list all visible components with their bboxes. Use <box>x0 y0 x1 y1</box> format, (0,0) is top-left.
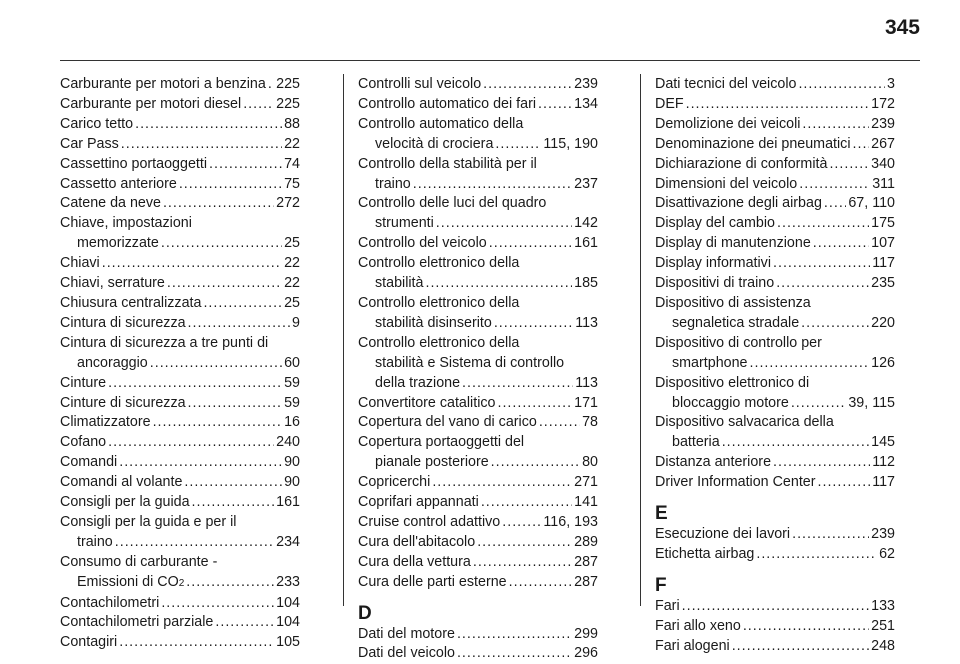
index-entry[interactable] <box>655 294 895 334</box>
index-entry-page[interactable]: 22 <box>284 275 300 292</box>
leader-dots <box>798 75 885 95</box>
index-entry-term: Chiavi, serrature <box>60 275 165 292</box>
index-entry-page[interactable]: 104 <box>276 594 300 611</box>
index-entry-page[interactable]: 39, 115 <box>848 394 895 411</box>
index-entry[interactable] <box>655 473 895 493</box>
index-entry-term: DEF <box>655 95 684 112</box>
index-entry[interactable] <box>60 194 300 214</box>
index-entry-term: strumenti <box>375 215 434 232</box>
index-entry-page[interactable]: 185 <box>574 275 598 292</box>
index-entry-page[interactable]: 62 <box>879 545 895 562</box>
index-entry-term: Dispositivi di traino <box>655 275 775 292</box>
index-column-3 <box>655 75 895 657</box>
index-entry[interactable] <box>655 617 895 637</box>
index-entry-term: memorizzate <box>77 235 159 252</box>
index-entry-term: Controllo automatico della <box>358 115 524 132</box>
index-entry-term: Consumo di carburante - <box>60 553 218 570</box>
index-entry-subscript: 2 <box>178 577 185 589</box>
index-entry[interactable] <box>358 334 598 394</box>
leader-dots <box>818 473 871 493</box>
index-entry-page[interactable]: 234 <box>276 533 300 550</box>
index-entry[interactable] <box>60 413 300 433</box>
leader-dots <box>853 135 870 155</box>
leader-dots <box>477 533 572 553</box>
leader-dots <box>115 533 274 553</box>
index-entry-page[interactable]: 287 <box>574 573 598 590</box>
leader-dots <box>491 453 580 473</box>
index-entry[interactable] <box>60 453 300 473</box>
index-entry-term: Fari <box>655 597 680 614</box>
leader-dots <box>824 194 846 214</box>
index-entry-term: Cinture di sicurezza <box>60 394 186 411</box>
leader-dots <box>413 175 572 195</box>
leader-dots <box>184 473 282 493</box>
index-entry-term: Controllo delle luci del quadro <box>358 195 547 212</box>
index-entry-term: Cintura di sicurezza <box>60 314 186 331</box>
leader-dots <box>192 493 275 513</box>
index-entry-page[interactable]: 107 <box>871 235 895 252</box>
index-entry-page[interactable]: 251 <box>871 617 895 634</box>
leader-dots <box>495 135 541 155</box>
index-entry-page[interactable]: 78 <box>582 414 598 431</box>
index-entry-page[interactable]: 239 <box>871 115 895 132</box>
index-entry-term: Denominazione dei pneumatici <box>655 135 851 152</box>
leader-dots <box>686 95 870 115</box>
index-entry-page[interactable]: 22 <box>284 135 300 152</box>
index-entry[interactable] <box>358 294 598 334</box>
index-entry-page[interactable]: 25 <box>284 235 300 252</box>
index-entry-page[interactable]: 9 <box>292 314 300 331</box>
index-entry-term: Copertura del vano di carico <box>358 414 537 431</box>
section-letter: E <box>655 503 668 525</box>
index-entry-page[interactable]: 117 <box>872 474 895 491</box>
index-entry[interactable] <box>655 525 895 545</box>
index-entry-page[interactable]: 104 <box>276 614 300 631</box>
index-entry[interactable] <box>655 413 895 453</box>
leader-dots <box>801 314 869 334</box>
index-entry[interactable] <box>655 274 895 294</box>
index-entry-term: Cura dell'abitacolo <box>358 533 476 550</box>
index-entry-page[interactable]: 267 <box>871 135 895 152</box>
index-entry-page[interactable]: 287 <box>574 553 598 570</box>
index-entry-term: Chiave, impostazioni <box>60 215 192 232</box>
index-entry-page[interactable]: 90 <box>284 474 300 491</box>
index-entry-term: traino <box>77 533 113 550</box>
leader-dots <box>776 274 869 294</box>
leader-dots <box>813 234 869 254</box>
index-entry-term: batteria <box>672 434 720 451</box>
index-entry-page[interactable]: 90 <box>284 454 300 471</box>
index-entry-term: Comandi al volante <box>60 474 183 491</box>
index-entry-page[interactable]: 145 <box>871 434 895 451</box>
index-entry-term: traino <box>375 175 411 192</box>
index-entry-term: Etichetta airbag <box>655 545 755 562</box>
index-entry[interactable] <box>655 194 895 214</box>
index-entry-page[interactable]: 75 <box>284 175 300 192</box>
leader-dots <box>497 394 572 414</box>
index-entry-page[interactable]: 126 <box>871 354 895 371</box>
index-entry-page[interactable]: 16 <box>284 414 300 431</box>
index-entry-term: Carico tetto <box>60 115 134 132</box>
leader-dots <box>186 573 274 593</box>
leader-dots <box>150 354 282 374</box>
index-entry-term: velocità di crociera <box>375 135 494 152</box>
leader-dots <box>743 617 869 637</box>
leader-dots <box>732 637 869 657</box>
leader-dots <box>494 314 573 334</box>
leader-dots <box>777 214 869 234</box>
index-entry[interactable] <box>358 115 598 155</box>
index-entry-term: Consigli per la guida <box>60 494 190 511</box>
leader-dots <box>756 545 877 565</box>
index-entry[interactable] <box>358 394 598 414</box>
leader-dots <box>792 525 869 545</box>
index-entry[interactable] <box>60 394 300 414</box>
leader-dots <box>161 234 282 254</box>
index-entry-term: Copricerchi <box>358 474 431 491</box>
leader-dots <box>473 553 572 573</box>
index-entry-page[interactable]: 175 <box>871 215 895 232</box>
leader-dots <box>436 214 572 234</box>
index-entry-term: Convertitore catalitico <box>358 394 496 411</box>
leader-dots <box>722 433 869 453</box>
index-entry-term: Cofano <box>60 434 107 451</box>
leader-dots <box>682 597 870 617</box>
index-entry[interactable] <box>655 453 895 473</box>
index-entry[interactable] <box>60 75 300 95</box>
index-entry-term: Consigli per la guida e per il <box>60 513 237 530</box>
index-entry[interactable] <box>358 234 598 254</box>
index-entry[interactable] <box>358 513 598 533</box>
leader-dots <box>432 473 572 493</box>
leader-dots <box>773 453 870 473</box>
index-entry[interactable] <box>60 274 300 294</box>
leader-dots <box>829 155 869 175</box>
index-entry-term: Chiusura centralizzata <box>60 294 202 311</box>
leader-dots <box>773 254 870 274</box>
index-entry-term: Contachilometri <box>60 594 160 611</box>
leader-dots <box>483 75 572 95</box>
index-entry[interactable] <box>358 493 598 513</box>
index-entry-term: Climatizzatore <box>60 414 151 431</box>
leader-dots <box>509 573 573 593</box>
index-entry-term: Dichiarazione di conformità <box>655 155 828 172</box>
index-entry[interactable] <box>60 314 300 334</box>
index-entry-page[interactable]: 116, 193 <box>543 513 598 530</box>
index-entry-term: Dati tecnici del veicolo <box>655 76 797 92</box>
index-entry[interactable] <box>655 254 895 274</box>
index-entry-page[interactable]: 289 <box>574 533 598 550</box>
index-entry[interactable] <box>358 194 598 234</box>
index-entry-term: bloccaggio motore <box>672 394 789 411</box>
index-entry-page[interactable]: 235 <box>871 275 895 292</box>
index-entry-page[interactable]: 133 <box>871 597 895 614</box>
index-entry-term: Contachilometri parziale <box>60 614 214 631</box>
index-entry[interactable] <box>60 613 300 633</box>
index-entry-term: Dimensioni del veicolo <box>655 175 798 192</box>
index-entry-term: stabilità <box>375 275 424 292</box>
index-entry-page[interactable]: 80 <box>582 454 598 471</box>
index-entry-term: Display del cambio <box>655 215 775 232</box>
index-entry-page[interactable]: 225 <box>276 95 300 112</box>
index-entry-term: Fari allo xeno <box>655 617 741 634</box>
index-entry[interactable] <box>655 637 895 657</box>
index-entry-page[interactable]: 220 <box>871 314 895 331</box>
leader-dots <box>119 633 274 653</box>
index-column-1 <box>60 75 300 653</box>
index-entry-page[interactable]: 113 <box>575 314 598 331</box>
index-entry-term: Dispositivo elettronico di <box>655 374 810 391</box>
index-entry-page[interactable]: 240 <box>276 434 300 451</box>
index-entry-term: Controlli sul veicolo <box>358 76 482 92</box>
leader-dots <box>799 175 870 195</box>
index-entry-term: Distanza anteriore <box>655 454 772 471</box>
index-entry-term: Dispositivo di assistenza <box>655 294 811 311</box>
leader-dots <box>425 274 572 294</box>
index-entry-page[interactable]: 22 <box>284 255 300 272</box>
leader-dots <box>188 394 283 414</box>
index-entry-term: Controllo elettronico della <box>358 334 520 351</box>
index-entry[interactable] <box>655 95 895 115</box>
index-entry-term: Copertura portaoggetti del <box>358 434 525 451</box>
index-entry[interactable] <box>358 644 598 664</box>
leader-dots <box>153 413 283 433</box>
index-entry-page[interactable]: 172 <box>871 95 895 112</box>
index-entry-term: Dispositivo salvacarica della <box>655 414 834 431</box>
index-entry-term: Cura delle parti esterne <box>358 573 507 590</box>
index-entry-term: Chiavi <box>60 255 100 272</box>
index-entry[interactable] <box>60 594 300 614</box>
index-entry-page[interactable]: 299 <box>574 625 598 642</box>
index-entry[interactable] <box>60 254 300 274</box>
index-entry-page[interactable]: 115, 190 <box>543 135 598 152</box>
leader-dots <box>457 644 572 664</box>
index-entry-term: Emissioni di CO <box>77 573 179 590</box>
index-entry-page[interactable]: 340 <box>871 155 895 172</box>
index-entry-term: Cassetto anteriore <box>60 175 177 192</box>
index-entry-page[interactable]: 113 <box>575 374 598 391</box>
index-entry[interactable] <box>60 473 300 493</box>
index-entry-term: Comandi <box>60 454 118 471</box>
index-entry-term: Display di manutenzione <box>655 235 811 252</box>
index-entry-term: della trazione <box>375 374 461 391</box>
index-entry[interactable] <box>358 533 598 553</box>
index-entry-page[interactable]: 60 <box>284 354 300 371</box>
index-entry[interactable] <box>60 513 300 553</box>
index-entry-term: Carburante per motori a benzina <box>60 76 266 92</box>
index-entry-page[interactable]: 225 <box>276 76 300 92</box>
index-entry-term: Cintura di sicurezza a tre punti di <box>60 334 269 351</box>
index-entry[interactable] <box>358 413 598 433</box>
index-entry-page[interactable]: 112 <box>872 454 895 471</box>
index-entry-page[interactable]: 74 <box>284 155 300 172</box>
index-entry-page[interactable]: 141 <box>574 494 598 511</box>
index-entry-term: Controllo del veicolo <box>358 235 487 252</box>
index-entry[interactable] <box>358 433 598 473</box>
index-entry-term: Carburante per motori diesel <box>60 95 242 112</box>
leader-dots <box>457 625 572 645</box>
index-entry-term: smartphone <box>672 354 748 371</box>
index-entry[interactable] <box>60 374 300 394</box>
page-number: 345 <box>884 16 920 39</box>
leader-dots <box>163 194 274 214</box>
leader-dots <box>243 95 274 115</box>
index-entry[interactable] <box>655 234 895 254</box>
index-entry-page[interactable]: 161 <box>574 235 598 252</box>
leader-dots <box>203 294 282 314</box>
index-entry[interactable] <box>655 374 895 414</box>
index-entry[interactable] <box>60 493 300 513</box>
index-entry[interactable] <box>655 545 895 565</box>
index-entry[interactable] <box>358 75 598 95</box>
leader-dots <box>489 234 572 254</box>
section-letter: F <box>655 574 667 596</box>
index-entry[interactable] <box>60 553 300 594</box>
leader-dots <box>268 75 274 95</box>
index-entry-page[interactable]: 239 <box>871 526 895 543</box>
leader-dots <box>215 613 274 633</box>
index-entry-term: Fari alogeni <box>655 637 730 654</box>
index-entry-term: Cinture <box>60 374 107 391</box>
index-entry[interactable] <box>358 553 598 573</box>
leader-dots <box>135 115 282 135</box>
index-entry-term: Driver Information Center <box>655 474 816 491</box>
index-entry-page[interactable]: 233 <box>276 573 300 590</box>
leader-dots <box>188 314 291 334</box>
index-entry[interactable] <box>60 155 300 175</box>
index-entry-term: Dati del veicolo <box>358 645 455 662</box>
index-entry-term: Display informativi <box>655 255 771 272</box>
index-entry[interactable] <box>60 633 300 653</box>
index-entry-page[interactable]: 311 <box>872 175 895 192</box>
index-entry-term: Cruise control adattivo <box>358 513 501 530</box>
index-entry[interactable] <box>655 597 895 617</box>
leader-dots <box>108 433 274 453</box>
leader-dots <box>539 413 580 433</box>
index-entry-page[interactable]: 237 <box>574 175 598 192</box>
leader-dots <box>209 155 282 175</box>
index-entry-term: ancoraggio <box>77 354 148 371</box>
index-entry[interactable] <box>358 254 598 294</box>
index-entry[interactable] <box>60 214 300 254</box>
index-entry[interactable] <box>655 214 895 234</box>
index-column-2 <box>358 75 598 664</box>
index-entry[interactable] <box>655 115 895 135</box>
index-entry-term: Cassettino portaoggetti <box>60 155 208 172</box>
index-entry-page[interactable]: 142 <box>574 215 598 232</box>
index-entry-term: Controllo elettronico della <box>358 294 520 311</box>
index-entry-term: segnaletica stradale <box>672 314 800 331</box>
index-entry[interactable] <box>60 433 300 453</box>
index-entry-page[interactable]: 59 <box>284 394 300 411</box>
section-letter: D <box>358 602 372 624</box>
index-entry-term: pianale posteriore <box>375 454 489 471</box>
index-entry[interactable] <box>358 625 598 645</box>
index-entry[interactable] <box>60 334 300 374</box>
leader-dots <box>167 274 282 294</box>
index-entry[interactable] <box>655 334 895 374</box>
index-entry-term: Catene da neve <box>60 195 161 212</box>
header-rule <box>60 60 920 61</box>
index-entry-term: Cura della vettura <box>358 553 471 570</box>
index-entry-page[interactable]: 88 <box>284 115 300 132</box>
index-entry[interactable] <box>655 75 895 95</box>
index-entry-term: Controllo automatico dei fari <box>358 95 537 112</box>
leader-dots <box>538 95 572 115</box>
index-entry-page[interactable]: 134 <box>574 95 598 112</box>
index-entry-page[interactable]: 171 <box>574 394 598 411</box>
leader-dots <box>102 254 282 274</box>
leader-dots <box>119 453 282 473</box>
index-entry-term: Car Pass <box>60 135 119 152</box>
leader-dots <box>179 175 282 195</box>
index-entry-term: Controllo elettronico della <box>358 255 520 272</box>
leader-dots <box>750 354 870 374</box>
index-entry-page[interactable]: 272 <box>276 195 300 212</box>
index-entry-page[interactable]: 161 <box>276 494 300 511</box>
index-entry[interactable] <box>60 175 300 195</box>
index-entry-term: Dispositivo di controllo per <box>655 334 822 351</box>
index-entry-term: Disattivazione degli airbag <box>655 195 822 212</box>
index-entry-page[interactable]: 248 <box>871 637 895 654</box>
index-entry[interactable] <box>358 573 598 593</box>
index-entry[interactable] <box>358 473 598 493</box>
index-entry-page[interactable]: 117 <box>872 255 895 272</box>
index-entry-page[interactable]: 105 <box>276 634 300 651</box>
leader-dots <box>462 374 573 394</box>
leader-dots <box>121 135 282 155</box>
index-entry[interactable] <box>655 155 895 175</box>
index-entry[interactable] <box>60 115 300 135</box>
index-entry-page[interactable]: 25 <box>284 294 300 311</box>
index-entry[interactable] <box>60 294 300 314</box>
index-entry[interactable] <box>358 95 598 115</box>
leader-dots <box>161 594 274 614</box>
leader-dots <box>802 115 869 135</box>
index-entry-term: stabilità disinserito <box>375 314 492 331</box>
index-entry-term: Dati del motore <box>358 625 455 642</box>
leader-dots <box>108 374 282 394</box>
index-entry[interactable] <box>358 155 598 195</box>
index-entry-page[interactable]: 3 <box>887 76 895 92</box>
index-entry-term: Contagiri <box>60 634 118 651</box>
column-divider <box>640 74 641 606</box>
leader-dots <box>791 394 847 414</box>
index-entry-page[interactable]: 296 <box>574 645 598 662</box>
index-entry[interactable] <box>655 175 895 195</box>
index-entry-term: Controllo della stabilità per il <box>358 155 537 172</box>
index-entry-page[interactable]: 239 <box>574 76 598 92</box>
index-entry-page[interactable]: 59 <box>284 374 300 391</box>
index-entry-term: Esecuzione dei lavori <box>655 526 791 543</box>
index-entry-page[interactable]: 271 <box>574 474 598 491</box>
index-entry-term: Demolizione dei veicoli <box>655 115 801 132</box>
index-entry-term: stabilità e Sistema di controllo <box>375 354 565 371</box>
leader-dots <box>502 513 541 533</box>
index-entry[interactable] <box>60 135 300 155</box>
leader-dots <box>481 493 572 513</box>
index-entry-page[interactable]: 67, 110 <box>848 195 895 212</box>
column-divider <box>343 74 344 606</box>
index-entry-term: Coprifari appannati <box>358 494 479 511</box>
index-entry[interactable] <box>60 95 300 115</box>
index-entry[interactable] <box>655 135 895 155</box>
